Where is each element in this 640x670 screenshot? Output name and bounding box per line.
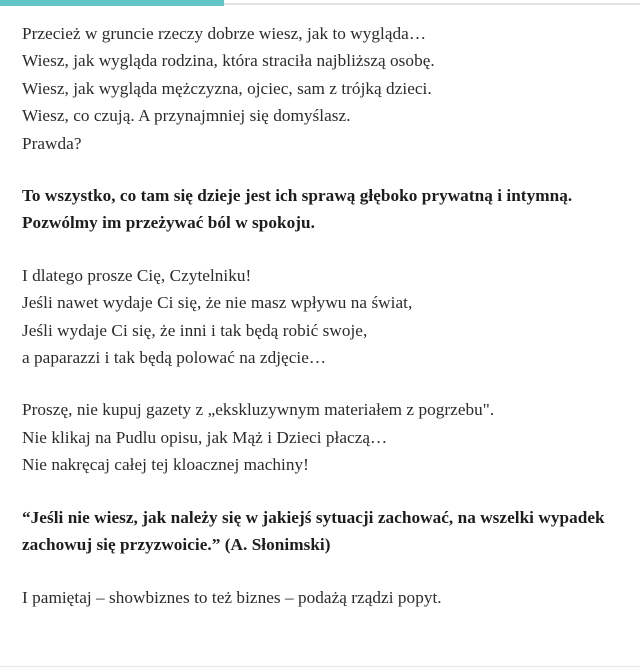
article-paragraph	[22, 262, 622, 372]
article-line: Nie nakręcaj całej tej kloacznej machiny!	[22, 455, 309, 475]
article-line: Przecież w gruncie rzeczy dobrze wiesz, jak to wygląda…	[22, 24, 427, 43]
article-paragraph	[22, 396, 622, 478]
article-line: Jeśli wydaje Ci się, że inni i tak będą robić swoje,	[22, 320, 368, 340]
article-paragraph	[22, 182, 622, 237]
reading-progress-fill	[0, 0, 224, 6]
article-line: Nie klikaj na Pudlu opisu, jak Mąż i Dzieci płaczą…	[22, 427, 388, 447]
article-paragraph-list	[22, 20, 622, 611]
article-paragraph	[22, 584, 622, 611]
page-bottom-edge	[0, 666, 640, 670]
article-line: Wiesz, jak wygląda mężczyzna, ojciec, sam z trójką dzieci.	[22, 78, 432, 98]
article-line: Proszę, nie kupuj gazety z „ekskluzywnym materiałem z pogrzebu".	[22, 400, 495, 420]
article-line: Prawda?	[22, 133, 82, 153]
article-line: Wiesz, co czują. A przynajmniej się domyślasz.	[22, 106, 351, 126]
article-paragraph	[22, 504, 622, 559]
article-line: Wiesz, jak wygląda rodzina, która straciła najbliższą osobę.	[22, 51, 435, 71]
article-line: Pozwólmy im przeżywać ból w spokoju.	[22, 213, 316, 233]
article-line: I dlatego prosze Cię, Czytelniku!	[22, 265, 252, 285]
article-line: I pamiętaj – showbiznes to też biznes – podażą rządzi popyt.	[22, 587, 442, 607]
article-line: Jeśli nawet wydaje Ci się, że nie masz wpływu na świat,	[22, 293, 413, 313]
article-line: To wszystko, co tam się dzieje jest ich sprawą głęboko prywatną i intymną.	[22, 186, 573, 206]
article-paragraph	[22, 20, 622, 157]
article-line: “Jeśli nie wiesz, jak należy się w jakiejś sytuacji zachować, na wszelki wypadek zachowuj się przyzwoicie.” (A. Słonimski)	[22, 507, 609, 555]
article-line: a paparazzi i tak będą polować na zdjęcie…	[22, 348, 327, 368]
article-body	[0, 6, 640, 636]
